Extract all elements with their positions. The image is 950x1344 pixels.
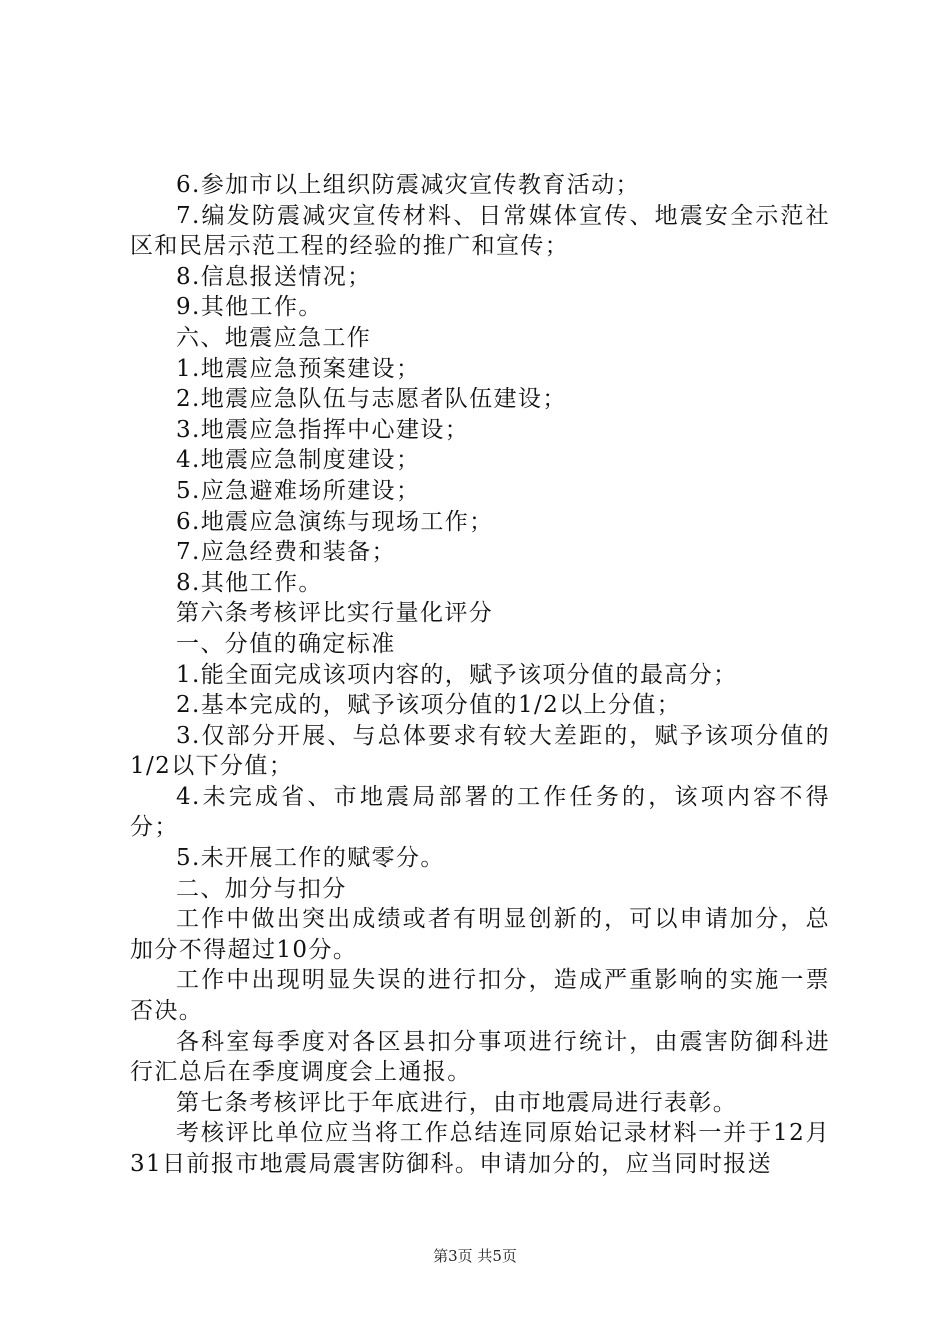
- document-body: [130, 170, 830, 1180]
- paragraph: 8.其他工作。: [176, 569, 323, 596]
- paragraph: 6.参加市以上组织防震减灾宣传教育活动；: [176, 172, 640, 198]
- paragraph: 6.地震应急演练与现场工作；: [176, 508, 494, 535]
- section-heading: 六、地震应急工作: [176, 324, 372, 351]
- section-heading: 二、加分与扣分: [176, 875, 347, 902]
- paragraph: 9.其他工作。: [176, 294, 323, 321]
- section-heading: 一、分值的确定标准: [176, 630, 396, 657]
- paragraph: 3.地震应急指挥中心建设；: [176, 416, 470, 443]
- paragraph: 5.应急避难场所建设；: [176, 477, 421, 504]
- paragraph: 7.编发防震减灾宣传材料、日常媒体宣传、地震安全示范社区和民居示范工程的经验的推广和宣传；: [130, 202, 830, 260]
- paragraph: 5.未开展工作的赋零分。: [176, 845, 445, 872]
- paragraph: 2.地震应急队伍与志愿者队伍建设；: [176, 386, 567, 413]
- paragraph: 7.应急经费和装备；: [176, 539, 396, 566]
- paragraph: 2.基本完成的，赋予该项分值的1/2以上分值；: [176, 692, 682, 719]
- paragraph: 工作中做出突出成绩或者有明显创新的，可以申请加分，总加分不得超过10分。: [130, 906, 830, 963]
- article-heading: 第六条考核评比实行量化评分: [176, 600, 494, 627]
- paragraph: 1.能全面完成该项内容的，赋予该项分值的最高分；: [176, 661, 738, 688]
- article-heading: 第七条考核评比于年底进行，由市地震局进行表彰。: [176, 1089, 738, 1116]
- paragraph: 1.地震应急预案建设；: [176, 355, 421, 382]
- paragraph: 各科室每季度对各区县扣分事项进行统计，由震害防御科进行汇总后在季度调度会上通报。: [130, 1028, 830, 1086]
- paragraph: 4.未完成省、市地震局部署的工作任务的，该项内容不得分；: [130, 783, 830, 841]
- paragraph: 8.信息报送情况；: [176, 263, 372, 290]
- paragraph: 3.仅部分开展、与总体要求有较大差距的，赋予该项分值的1/2以下分值；: [130, 722, 830, 780]
- paragraph: 工作中出现明显失误的进行扣分，造成严重影响的实施一票否决。: [130, 967, 830, 1025]
- paragraph: 4.地震应急制度建设；: [176, 447, 421, 474]
- page-number-footer: 第3页 共5页: [433, 1247, 517, 1265]
- paragraph: 考核评比单位应当将工作总结连同原始记录材料一并于12月31日前报市地震局震害防御科。申请加分的，应当同时报送: [130, 1120, 830, 1177]
